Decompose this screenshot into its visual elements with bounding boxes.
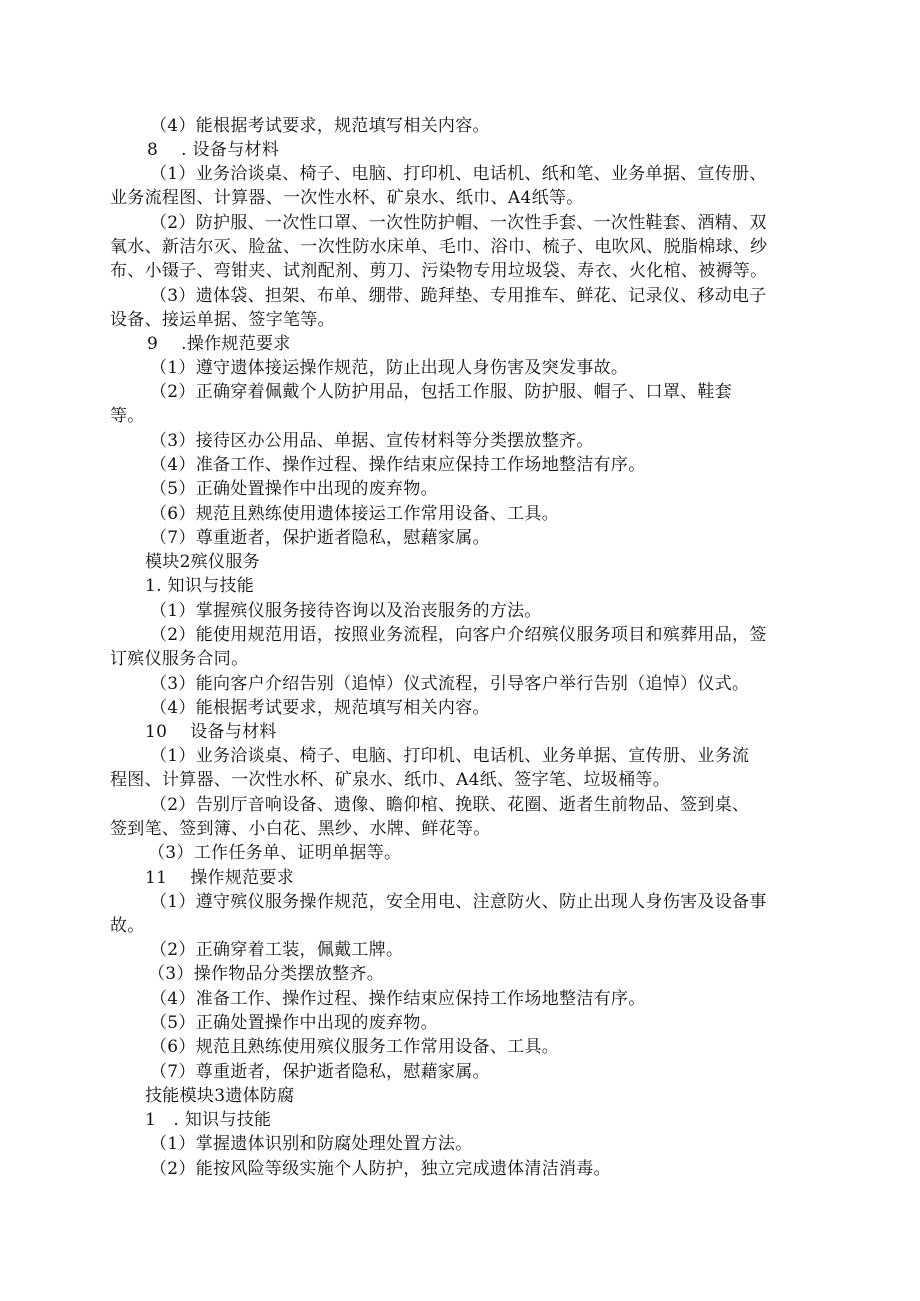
text-line: （6）规范且熟练使用遗体接运工作常用设备、工具。 bbox=[150, 504, 560, 524]
text-line: （2）正确穿着佩戴个人防护用品，包括工作服、防护服、帽子、口罩、鞋套 bbox=[150, 382, 733, 402]
text-line: （2）防护服、一次性口罩、一次性防护帽、一次性手套、一次性鞋套、酒精、双 bbox=[150, 213, 767, 233]
text-line: （2）正确穿着工装，佩戴工牌。 bbox=[150, 940, 404, 960]
text-line: （2）能按风险等级实施个人防护，独立完成遗体清洁消毒。 bbox=[150, 1159, 611, 1179]
text-line: 等。 bbox=[110, 406, 145, 426]
section-heading: 11 操作规范要求 bbox=[145, 868, 295, 888]
text-line: （4）准备工作、操作过程、操作结束应保持工作场地整洁有序。 bbox=[150, 989, 646, 1009]
text-line: 签到笔、签到簿、小白花、黑纱、水牌、鲜花等。 bbox=[110, 819, 491, 839]
text-line: （2）告别厅音响设备、遗像、瞻仰棺、挽联、花圈、逝者生前物品、签到桌、 bbox=[150, 795, 750, 815]
text-line: （1）遵守殡仪服务操作规范，安全用电、注意防火、防止出现人身伤害及设备事 bbox=[150, 892, 767, 912]
text-line: 业务流程图、计算器、一次性水杯、矿泉水、纸巾、A4纸等。 bbox=[110, 188, 584, 208]
text-line: （6）规范且熟练使用殡仪服务工作常用设备、工具。 bbox=[150, 1037, 560, 1057]
module-heading: 模块2殡仪服务 bbox=[145, 552, 260, 572]
text-line: （1）掌握殡仪服务接待咨询以及治丧服务的方法。 bbox=[150, 601, 542, 621]
text-line: （4）准备工作、操作过程、操作结束应保持工作场地整洁有序。 bbox=[150, 455, 646, 475]
text-line: （4）能根据考试要求，规范填写相关内容。 bbox=[150, 116, 490, 136]
section-heading: 8 . 设备与材料 bbox=[147, 140, 280, 160]
text-line: （5）正确处置操作中出现的废弃物。 bbox=[150, 479, 438, 499]
text-line: （3）能向客户介绍告别（追悼）仪式流程，引导客户举行告别（追悼）仪式。 bbox=[150, 674, 750, 694]
text-line: （2）能使用规范用语，按照业务流程，向客户介绍殡仪服务项目和殡葬用品，签 bbox=[150, 625, 767, 645]
text-line: （3）接待区办公用品、单据、宣传材料等分类摆放整齐。 bbox=[150, 431, 594, 451]
text-line: （7）尊重逝者，保护逝者隐私，慰藉家属。 bbox=[150, 1062, 490, 1082]
text-line: （1）掌握遗体识别和防腐处理处置方法。 bbox=[150, 1134, 473, 1154]
text-line: 布、小镊子、弯钳夹、试剂配剂、剪刀、污染物专用垃圾袋、寿衣、火化棺、被褥等。 bbox=[110, 261, 768, 281]
text-line: 程图、计算器、一次性水杯、矿泉水、纸巾、A4纸、签字笔、垃圾桶等。 bbox=[110, 770, 670, 790]
text-line: （3）遗体袋、担架、布单、绷带、跪拜垫、专用推车、鲜花、记录仪、移动电子 bbox=[150, 286, 767, 306]
text-line: （1）业务洽谈桌、椅子、电脑、打印机、电话机、纸和笔、业务单据、宣传册、 bbox=[150, 164, 767, 184]
text-line: （4）能根据考试要求，规范填写相关内容。 bbox=[150, 698, 490, 718]
section-heading: 1. 知识与技能 bbox=[145, 576, 255, 596]
text-line: （5）正确处置操作中出现的废弃物。 bbox=[150, 1013, 438, 1033]
text-line: 订殡仪服务合同。 bbox=[110, 649, 249, 669]
section-heading: 1 . 知识与技能 bbox=[145, 1110, 272, 1130]
text-line: （3）工作任务单、证明单据等。 bbox=[148, 843, 402, 863]
text-line: （3）操作物品分类摆放整齐。 bbox=[148, 964, 385, 984]
section-heading: 10 设备与材料 bbox=[145, 722, 277, 742]
text-line: （7）尊重逝者，保护逝者隐私，慰藉家属。 bbox=[150, 528, 490, 548]
text-line: （1）遵守遗体接运操作规范，防止出现人身伤害及突发事故。 bbox=[150, 358, 629, 378]
text-line: 氧水、新洁尔灭、脸盆、一次性防水床单、毛巾、浴巾、梳子、电吹风、脱脂棉球、纱 bbox=[110, 237, 768, 257]
text-line: （1）业务洽谈桌、椅子、电脑、打印机、电话机、业务单据、宣传册、业务流 bbox=[150, 746, 750, 766]
section-heading: 9 .操作规范要求 bbox=[147, 334, 291, 354]
module-heading: 技能模块3遗体防腐 bbox=[145, 1086, 295, 1106]
text-line: 故。 bbox=[110, 916, 145, 936]
text-line: 设备、接运单据、签字笔等。 bbox=[110, 310, 335, 330]
